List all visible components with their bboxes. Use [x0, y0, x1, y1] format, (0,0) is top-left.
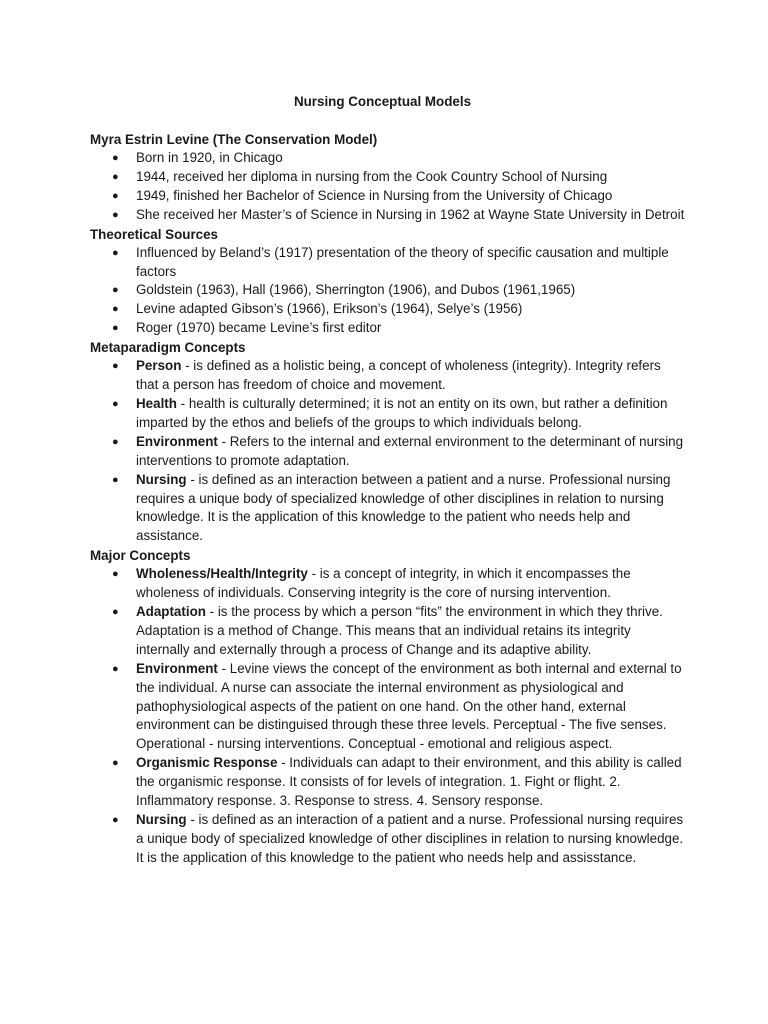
item-text: - Refers to the internal and external environment to the determinant of nursing interventions to promote adaptation.: [136, 433, 684, 468]
item-text: Levine adapted Gibson’s (1966), Erikson’s (1964), Selye’s (1956): [136, 301, 523, 317]
list-item: [90, 281, 685, 300]
bullet-list: [90, 149, 685, 225]
bullet-icon: ●: [112, 568, 119, 581]
bullet-icon: ●: [112, 208, 119, 221]
bullet-icon: ●: [112, 170, 119, 183]
bullet-icon: ●: [112, 152, 119, 164]
item-term: Wholeness/Health/Integrity: [136, 566, 308, 582]
section-major-concepts: [90, 546, 685, 868]
list-item: [90, 660, 685, 755]
bullet-list: [90, 244, 685, 339]
item-text: 1949, finished her Bachelor of Science in Nursing from the University of Chicago: [136, 187, 613, 203]
section-heading: Theoretical Sources: [90, 226, 219, 242]
bullet-icon: ●: [112, 757, 119, 770]
section-metaparadigm-concepts: [90, 338, 685, 546]
document-page: [90, 92, 685, 868]
bullet-icon: ●: [112, 606, 119, 619]
section-heading: Myra Estrin Levine (The Conservation Model): [90, 132, 378, 147]
list-item: [90, 357, 685, 395]
list-item: [90, 811, 685, 868]
section-heading: Major Concepts: [90, 548, 191, 564]
item-term: Adaptation: [136, 604, 206, 620]
section-heading: Metaparadigm Concepts: [90, 340, 246, 356]
item-term: Nursing: [136, 471, 187, 487]
list-item: [90, 206, 685, 225]
item-text: 1944, received her diploma in nursing from the Cook Country School of Nursing: [136, 168, 608, 184]
bullet-icon: ●: [112, 814, 119, 826]
list-item: [90, 433, 685, 471]
list-item: [90, 187, 685, 206]
item-text: She received her Master’s of Science in Nursing in 1962 at Wayne State University in Detroit: [136, 206, 685, 222]
document-title: Nursing Conceptual Models: [293, 94, 472, 109]
section-theoretical-sources: [90, 225, 685, 339]
list-item: [90, 300, 685, 319]
list-item: [90, 603, 685, 660]
list-item: [90, 471, 685, 547]
item-term: Environment: [136, 433, 218, 449]
bullet-icon: ●: [112, 189, 119, 202]
item-term: Person: [136, 358, 182, 374]
item-text: Born in 1920, in Chicago: [136, 150, 283, 165]
item-text: - is the process by which a person “fits” the environment in which they thrive. Adaptation is a method of Change. This means that an individual retains its integrity internally and externally through a process of Change and its adaptive ability.: [136, 604, 663, 657]
list-item: [90, 168, 685, 187]
item-text: - Levine views the concept of the environment as both internal and external to the individual. A nurse can associate the internal environment as physiological and pathophysiological aspects of the patient on one hand. On the other hand, external environment can be distinguised through these three levels. Perceptual - The five senses. Operational - nursing interventions. Conceptual - emotional and religious aspect.: [136, 660, 682, 752]
item-text: - is defined as an interaction of a patient and a nurse. Professional nursing requires a unique body of specialized knowledge of other disciplines in relation to nursing knowledge. It is the application of this knowledge to the patient who needs help and assisstance.: [136, 812, 684, 865]
item-text: - Individuals can adapt to their environment, and this ability is called the organismic response. It consists of for levels of integration. 1. Fight or flight. 2. Inflammatory response. 3. Response to stress. 4. Sensory response.: [136, 755, 682, 809]
bullet-list: [90, 357, 685, 546]
item-text: - health is culturally determined; it is not an entity on its own, but rather a definition imparted by the ethos and beliefs of the groups to which individuals belong.: [136, 395, 668, 430]
list-item: [90, 395, 685, 433]
bullet-icon: ●: [112, 322, 119, 335]
bullet-icon: ●: [112, 360, 119, 373]
list-item: [90, 754, 685, 811]
item-text: Influenced by Beland’s (1917) presentation of the theory of specific causation and multiple factors: [136, 244, 669, 279]
bullet-icon: ●: [112, 303, 119, 316]
item-term: Organismic Response: [136, 755, 278, 771]
bullet-list: [90, 565, 685, 868]
bullet-icon: ●: [112, 284, 119, 297]
item-text: Goldstein (1963), Hall (1966), Sherrington (1906), and Dubos (1961,1965): [136, 282, 576, 298]
list-item: [90, 319, 685, 338]
bullet-icon: ●: [112, 397, 119, 410]
item-text: - is defined as an interaction between a patient and a nurse. Professional nursing requires a unique body of specialized knowledge of other disciplines in relation to nursing knowledge. It is the application of this knowledge to the patient who needs help and assistance.: [136, 471, 671, 544]
list-item: [90, 149, 685, 168]
item-text: Roger (1970) became Levine’s first editor: [136, 320, 382, 336]
section-levine-bio: [90, 130, 685, 225]
bullet-icon: ●: [112, 246, 119, 259]
list-item: [90, 565, 685, 603]
bullet-icon: ●: [112, 473, 119, 486]
item-term: Health: [136, 395, 177, 411]
bullet-icon: ●: [112, 435, 119, 448]
item-term: Nursing: [136, 812, 187, 827]
item-term: Environment: [136, 660, 218, 676]
item-text: - is a concept of integrity, in which it encompasses the wholeness of individuals. Conserving integrity is the core of nursing intervention.: [136, 566, 631, 601]
list-item: [90, 244, 685, 282]
item-text: - is defined as a holistic being, a concept of wholeness (integrity). Integrity refers that a person has freedom of choice and movement.: [136, 358, 661, 393]
bullet-icon: ●: [112, 662, 119, 675]
